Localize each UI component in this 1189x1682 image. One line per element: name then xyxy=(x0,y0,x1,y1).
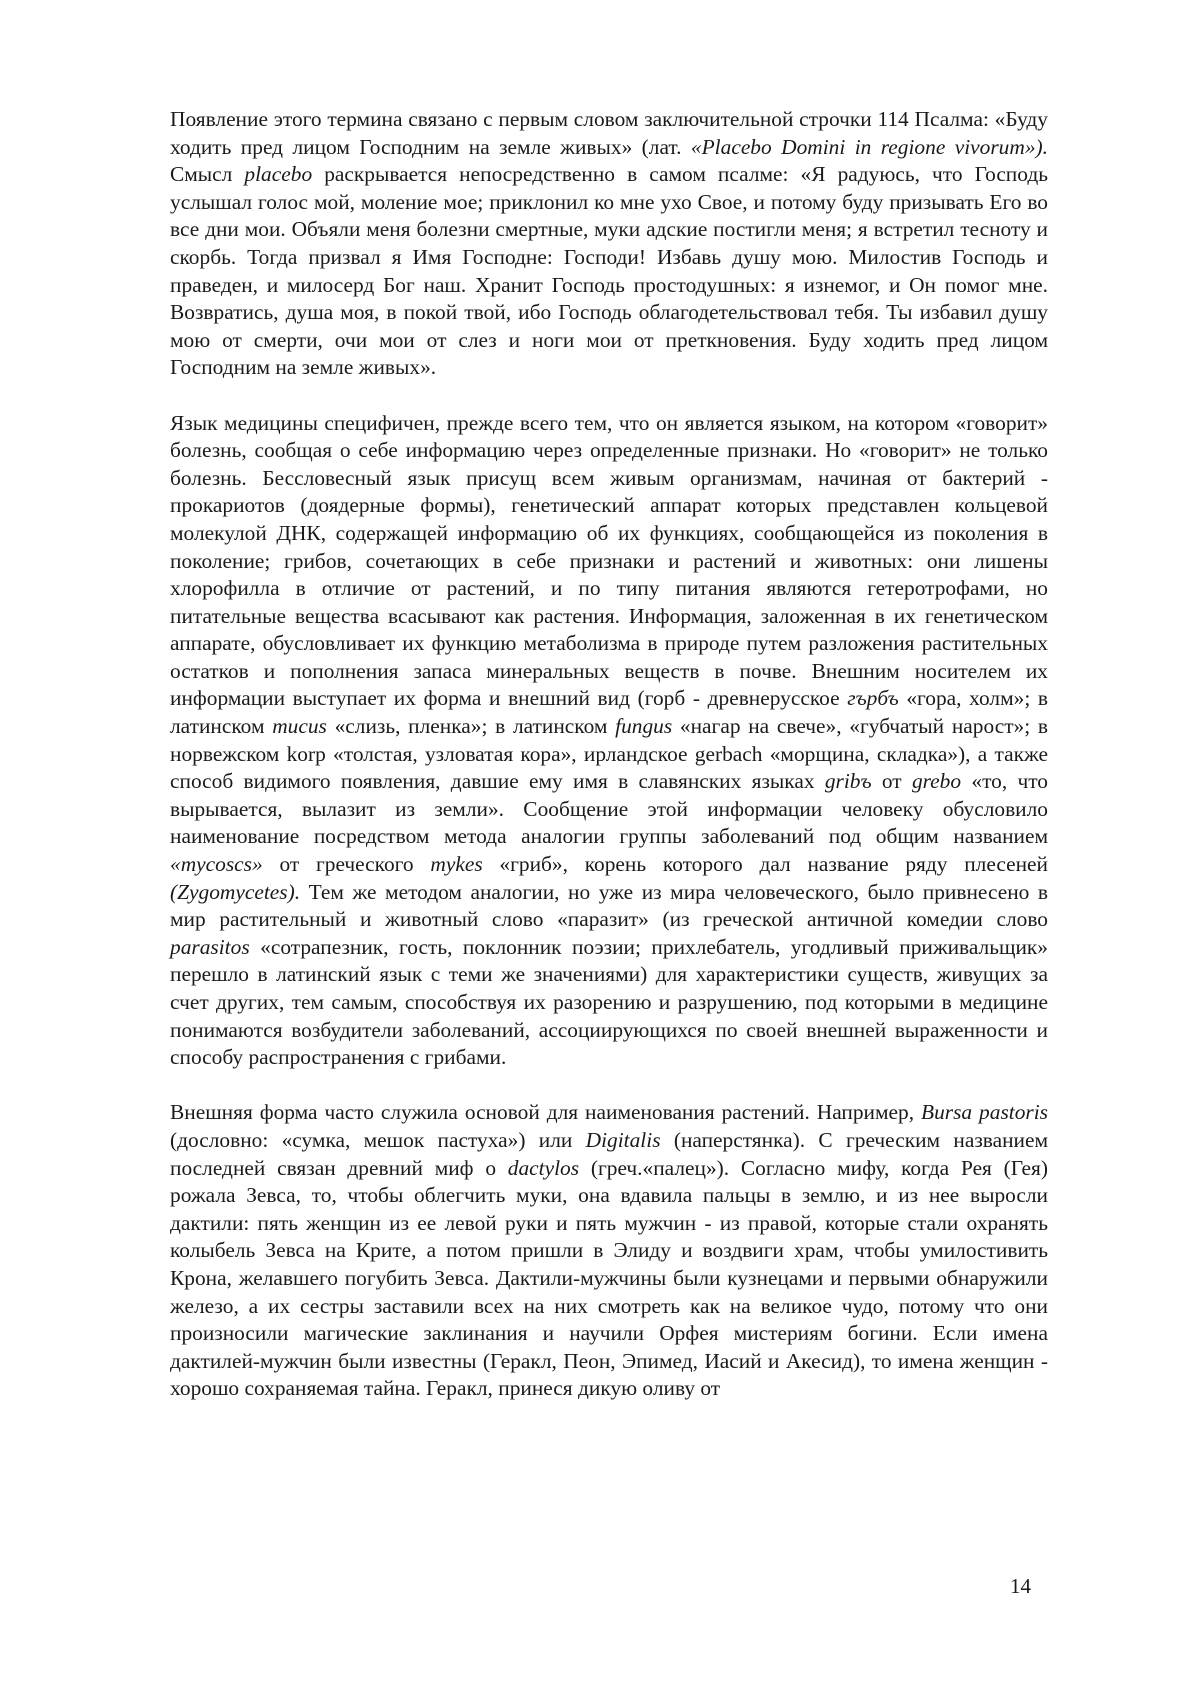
text-run: «гора, холм»; в латинском xyxy=(170,686,1048,739)
text-run: «гриб», корень которого дал название ряду плесеней xyxy=(482,852,1049,877)
italic-term: «Placebo Domini in regione vivorum»). xyxy=(690,134,1048,159)
italic-term: gribъ xyxy=(824,769,872,794)
text-run: «нагар на свече», «губчатый нарост»; в норвежском korp «толстая, узловатая кора», ирландское gerbach «морщина, складка»), а также способ видимого появления, давшие ему имя в славянских языках xyxy=(170,714,1048,794)
italic-term: mucus xyxy=(272,714,327,739)
italic-term: Bursa pastoris xyxy=(921,1100,1048,1125)
paragraph-3 xyxy=(170,1099,1048,1403)
text-run: Смысл xyxy=(170,162,245,187)
italic-term: (Zygomycetes). xyxy=(170,879,301,904)
italic-term: «mycoscs» xyxy=(170,852,263,877)
italic-term: dactylos xyxy=(507,1155,580,1180)
italic-term: mykes xyxy=(430,852,483,877)
text-run: раскрывается непосредственно в самом псалме: «Я радуюсь, что Господь услышал голос мой, моление мое; приклонил ко мне ухо Свое, и потому буду призывать Его во все дни мои. Объяли меня болезни смертные, муки адские постигли меня; я встретил тесноту и скорбь. Тогда призвал я Имя Господне: Господи! Избавь душу мою. Милостив Господь и праведен, и милосерд Бог наш. Хранит Господь простодушных: я изнемог, и Он помог мне. Возвратись, душа моя, в покой твой, ибо Господь облагодетельствовал тебя. Ты избавил душу мою от смерти, очи мои от слез и ноги мои от преткновения. Буду ходить пред лицом Господним на земле живых». xyxy=(170,162,1048,380)
italic-term: grebo xyxy=(911,769,962,794)
text-run: (греч.«палец»). Согласно мифу, когда Рея (Гея) рожала Зевса, то, чтобы облегчить муки, она вдавила пальцы в землю, и из нее выросли дактили: пять женщин из ее левой руки и пять мужчин - из правой, которые стали охранять колыбель Зевса на Крите, а потом пришли в Элиду и воздвиги храм, чтобы умилостивить Крона, желавшего погубить Зевса. Дактили-мужчины были кузнецами и первыми обнаружили железо, а их сестры заставили всех на них смотреть как на великое чудо, потому что они произносили магические заклинания и научили Орфея мистериям богини. Если имена дактилей-мужчин были известны (Геракл, Пеон, Эпимед, Иасий и Акесид), то имена женщин - хорошо сохраняемая тайна. Геракл, принеся дикую оливу от xyxy=(170,1155,1048,1401)
paragraph-2 xyxy=(170,410,1048,1072)
text-run: Появление этого термина связано с первым словом заключительной строчки 114 Псалма: «Буду ходить пред лицом Господним на земле живых» (лат. xyxy=(170,107,1048,159)
text-run: Язык медицины специфичен, прежде всего тем, что он является языком, на котором «говорит» болезнь, сообщая о себе информацию через определенные признаки. Но «говорит» не только болезнь. Бессловесный язык присущ всем живым организмам, начиная от бактерий - прокариотов (доядерные формы), генетический аппарат которых представлен кольцевой молекулой ДНК, содержащей информацию об их функциях, сообщающейся из поколения в поколение; грибов, сочетающих в себе признаки и растений и животных: они лишены хлорофилла в отличие от растений, и по типу питания являются гетеротрофами, но питательные вещества всасывают как растения. Информация, заложенная в их генетическом аппарате, обусловливает их функцию метаболизма в природе путем разложения растительных остатков и пополнения запаса минеральных веществ в почве. Внешним носителем их информации выступает их форма и внешний вид (горб - древнерусское xyxy=(170,410,1048,711)
text-run: (наперстянка). С греческим названием последней связан древний миф о xyxy=(170,1127,1049,1180)
text-run: «то, что вырывается, вылазит из земли». Сообщение этой информации человеку обусловило наименование посредством метода аналогии группы заболеваний под общим названием xyxy=(170,769,1048,849)
text-run: Тем же методом аналогии, но уже из мира человеческого, было привнесено в мир растительный и животный слово «паразит» (из греческой античной комедии слово xyxy=(170,879,1048,932)
italic-term: Digitalis xyxy=(585,1127,661,1152)
page-number: 14 xyxy=(1010,1574,1031,1598)
paragraph-1 xyxy=(170,106,1048,382)
text-run: «слизь, пленка»; в латинском xyxy=(326,714,616,739)
italic-term: parasitos xyxy=(170,934,250,959)
italic-term: fungus xyxy=(615,714,673,739)
text-run: (дословно: «сумка, мешок пастуха») или xyxy=(170,1127,586,1152)
italic-term: placebo xyxy=(244,162,313,187)
text-run: от греческого xyxy=(262,852,431,877)
text-run: от xyxy=(871,769,912,794)
text-run: «сотрапезник, гость, поклонник поэзии; прихлебатель, угодливый приживальщик» перешло в латинский язык с теми же значениями) для характеристики существ, живущих за счет других, тем самым, способствуя их разорению и разрушению, под которыми в медицине понимаются возбудители заболеваний, ассоциирующихся по своей внешней выраженности и способу распространения с грибами. xyxy=(170,934,1048,1070)
text-run: Внешняя форма часто служила основой для наименования растений. Например, xyxy=(170,1100,922,1125)
body-text xyxy=(170,106,1048,1431)
italic-term: гърбъ xyxy=(847,686,899,711)
